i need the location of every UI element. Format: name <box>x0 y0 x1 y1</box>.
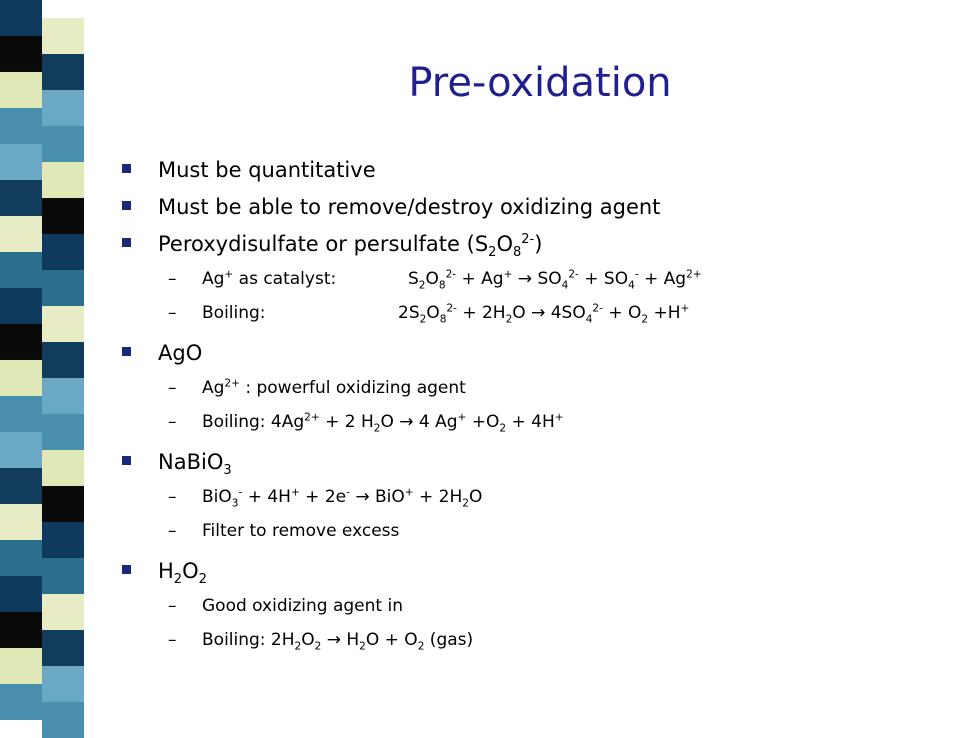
sub-bullet-item <box>168 486 483 510</box>
bullet-text: NaBiO$_3$ <box>158 450 232 479</box>
sub-bullet-text: $BiO_3^- + 4H^+ + 2e^- \to BiO^+ + 2H_2O$ <box>202 486 483 510</box>
stripe-block <box>0 324 42 360</box>
stripe-block <box>42 666 84 702</box>
stripe-block <box>42 486 84 522</box>
sub-bullet-text: Filter to remove excess <box>202 521 400 541</box>
bullet-text: Must be quantitative <box>158 158 376 182</box>
stripe-block <box>0 612 42 648</box>
sub-bullet-item <box>168 378 466 398</box>
stripe-block <box>0 432 42 468</box>
sub-bullet-label: Boiling: <box>202 303 266 323</box>
stripe-block <box>0 468 42 504</box>
stripe-block <box>42 702 84 738</box>
stripe-block <box>42 234 84 270</box>
bullet-item <box>122 232 543 261</box>
stripe-block <box>42 306 84 342</box>
stripe-block <box>42 270 84 306</box>
stripe-block <box>42 558 84 594</box>
bullet-text: Must be able to remove/destroy oxidizing agent <box>158 195 661 219</box>
stripe-block <box>0 108 42 144</box>
dash-marker: – <box>168 630 177 650</box>
stripe-edge <box>84 0 112 720</box>
decorative-stripe <box>0 0 112 720</box>
dash-marker: – <box>168 487 177 507</box>
sub-bullet-formula: $2S_2O_8^{2-} + 2H_2O \to 4SO_4^{2-} + O_2 +H^+$ <box>398 302 690 326</box>
bullet-item <box>122 450 232 479</box>
sub-bullet-item <box>168 630 474 653</box>
bullet-text: $H_2O_2$ <box>158 559 207 588</box>
stripe-block <box>0 0 42 36</box>
stripe-block <box>0 288 42 324</box>
sub-bullet-item <box>168 596 403 616</box>
stripe-block <box>0 72 42 108</box>
stripe-block <box>0 576 42 612</box>
bullet-text: Peroxydisulfate or persulfate $(S_2O_8^{2-})$ <box>158 232 543 261</box>
stripe-block <box>42 414 84 450</box>
bullet-item <box>122 158 376 182</box>
stripe-block <box>42 522 84 558</box>
sub-bullet-item <box>168 268 702 292</box>
dash-marker: – <box>168 303 177 323</box>
sub-bullet-formula: $S_2O_8^{2-} + Ag^+ \to SO_4^{2-} + SO_4^- + Ag^{2+}$ <box>408 268 702 292</box>
stripe-block <box>42 342 84 378</box>
dash-marker: – <box>168 269 177 289</box>
stripe-block <box>0 648 42 684</box>
stripe-block <box>42 162 84 198</box>
stripe-block <box>0 180 42 216</box>
stripe-block <box>42 378 84 414</box>
bullet-square-icon <box>122 238 131 247</box>
bullet-item <box>122 341 202 365</box>
stripe-block <box>0 144 42 180</box>
stripe-band-right <box>42 0 84 720</box>
stripe-block <box>42 198 84 234</box>
stripe-block <box>0 504 42 540</box>
stripe-block <box>0 216 42 252</box>
stripe-block <box>0 540 42 576</box>
dash-marker: – <box>168 596 177 616</box>
dash-marker: – <box>168 378 177 398</box>
sub-bullet-item <box>168 411 564 435</box>
sub-bullet-text: Boiling: $4Ag^{2+} + 2$ $H_2O \to 4$ $Ag^+ +O_2 + 4H^+$ <box>202 411 564 435</box>
sub-bullet-text: Boiling: $2H_2O_2 \to H_2O + O_2$ (gas) <box>202 630 474 653</box>
stripe-block <box>42 594 84 630</box>
bullet-square-icon <box>122 164 131 173</box>
sub-bullet-item <box>168 521 399 541</box>
sub-bullet-text: $Ag^{2+}$ : powerful oxidizing agent <box>202 377 466 398</box>
stripe-block <box>0 396 42 432</box>
sub-bullet-label: Ag+ as catalyst: <box>202 268 337 289</box>
bullet-square-icon <box>122 201 131 210</box>
stripe-block <box>0 684 42 720</box>
bullet-square-icon <box>122 456 131 465</box>
dash-marker: – <box>168 412 177 432</box>
stripe-block <box>42 18 84 54</box>
bullet-text: AgO <box>158 341 203 365</box>
bullet-square-icon <box>122 347 131 356</box>
bullet-item <box>122 195 660 219</box>
slide-title: Pre-oxidation <box>408 60 672 106</box>
stripe-block <box>0 360 42 396</box>
dash-marker: – <box>168 521 177 541</box>
stripe-band-left <box>0 0 42 720</box>
sub-bullet-text: Good oxidizing agent in <box>202 596 403 616</box>
stripe-block <box>42 450 84 486</box>
bullet-item <box>122 559 207 588</box>
stripe-block <box>0 252 42 288</box>
stripe-block <box>42 90 84 126</box>
stripe-block <box>42 630 84 666</box>
stripe-block <box>0 36 42 72</box>
bullet-square-icon <box>122 565 131 574</box>
sub-bullet-item <box>168 302 690 326</box>
stripe-block <box>42 54 84 90</box>
stripe-block <box>42 126 84 162</box>
